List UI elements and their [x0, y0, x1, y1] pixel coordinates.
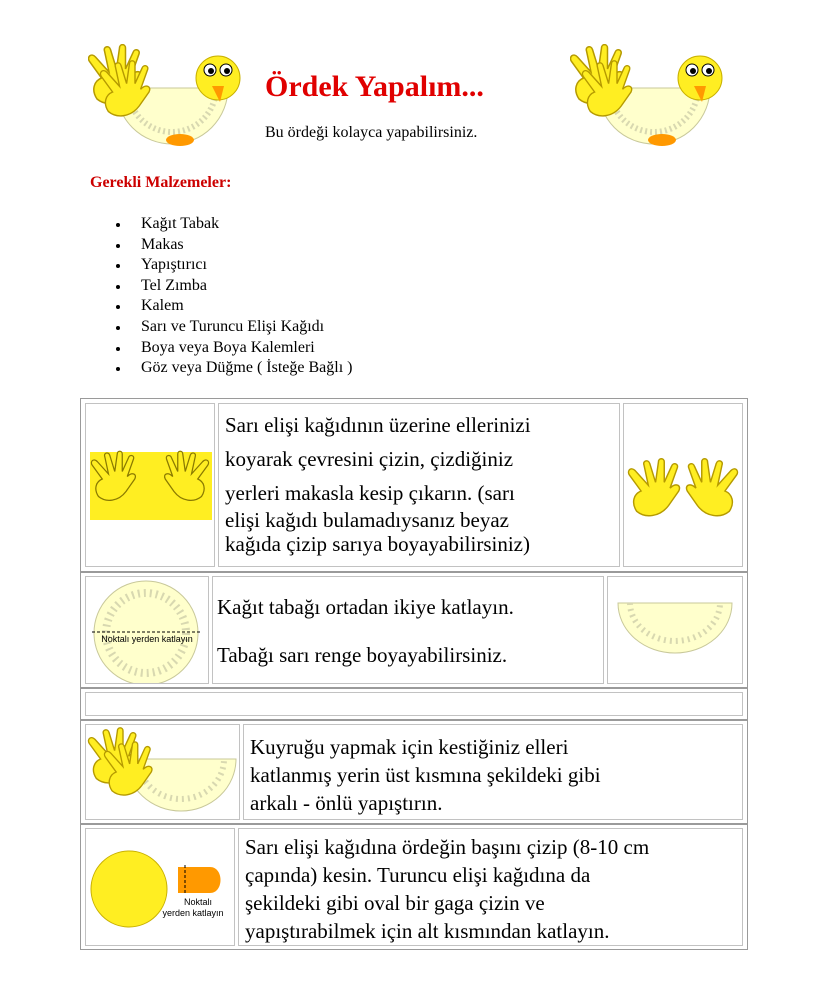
paper-plate-icon [86, 577, 208, 683]
fold-label-line2: yerden katlayın [162, 908, 224, 918]
duck-illustration-left [88, 44, 243, 154]
step2-line: Kağıt tabağı ortadan ikiye katlayın. [217, 595, 514, 619]
step2-line: Tabağı sarı renge boyayabilirsiniz. [217, 643, 508, 667]
traced-hands-paper-icon [86, 404, 214, 566]
materials-heading: Gerekli Malzemeler: [90, 174, 232, 191]
plate-with-tail-icon [86, 725, 239, 819]
step1-line: koyarak çevresini çizin, çizdiğiniz [225, 447, 514, 471]
fold-label-line1: Noktalı [183, 897, 212, 907]
step3-image-cell [85, 724, 240, 820]
step4-text-cell [238, 828, 743, 946]
step4-line: yapıştırabilmek için alt kısmından katlayın. [245, 919, 610, 943]
cut-hands-icon [624, 404, 742, 566]
page-subtitle: Bu ördeği kolayca yapabilirsiniz. [265, 124, 478, 141]
step1-line: Sarı elişi kağıdının üzerine ellerinizi [225, 413, 531, 437]
step3-line: katlanmış yerin üst kısmına şekildeki gibi [250, 763, 601, 787]
step1-text-cell [218, 403, 620, 567]
list-item: Sarı ve Turuncu Elişi Kağıdı [113, 317, 352, 338]
fold-label: Noktalı yerden katlayın [101, 634, 193, 644]
list-item: Yapıştırıcı [113, 255, 352, 276]
step4-line: çapında) kesin. Turuncu elişi kağıdına da [245, 863, 591, 887]
list-item: Makas [113, 235, 352, 256]
folded-plate-icon [608, 577, 742, 683]
page-title: Ördek Yapalım... [265, 70, 484, 103]
list-item: Göz veya Düğme ( İsteğe Bağlı ) [113, 358, 352, 379]
step1-line: elişi kağıdı bulamadıysanız beyaz [225, 508, 509, 532]
materials-list [113, 214, 352, 379]
step1-line: yerleri makasla kesip çıkarın. (sarı [225, 481, 515, 505]
spacer-cell [85, 692, 743, 716]
step3-line: Kuyruğu yapmak için kestiğiniz elleri [250, 735, 569, 759]
step4-line: şekildeki gibi oval bir gaga çizin ve [245, 891, 545, 915]
list-item: Kalem [113, 296, 352, 317]
step2-image-cell [85, 576, 209, 684]
step1-line: kağıda çizip sarıya boyayabilirsiniz) [225, 532, 530, 556]
step1-image-cell [85, 403, 215, 567]
step3-text-cell [243, 724, 743, 820]
step2-result-cell [607, 576, 743, 684]
step4-line: Sarı elişi kağıdına ördeğin başını çizip (8-10 cm [245, 835, 650, 859]
list-item: Boya veya Boya Kalemleri [113, 338, 352, 359]
step4-image-cell [85, 828, 235, 946]
step1-result-cell [623, 403, 743, 567]
list-item: Kağıt Tabak [113, 214, 352, 235]
head-and-beak-icon [86, 829, 234, 945]
step3-line: arkalı - önlü yapıştırın. [250, 791, 443, 815]
duck-illustration-right [570, 44, 725, 154]
list-item: Tel Zımba [113, 276, 352, 297]
step2-text-cell [212, 576, 604, 684]
